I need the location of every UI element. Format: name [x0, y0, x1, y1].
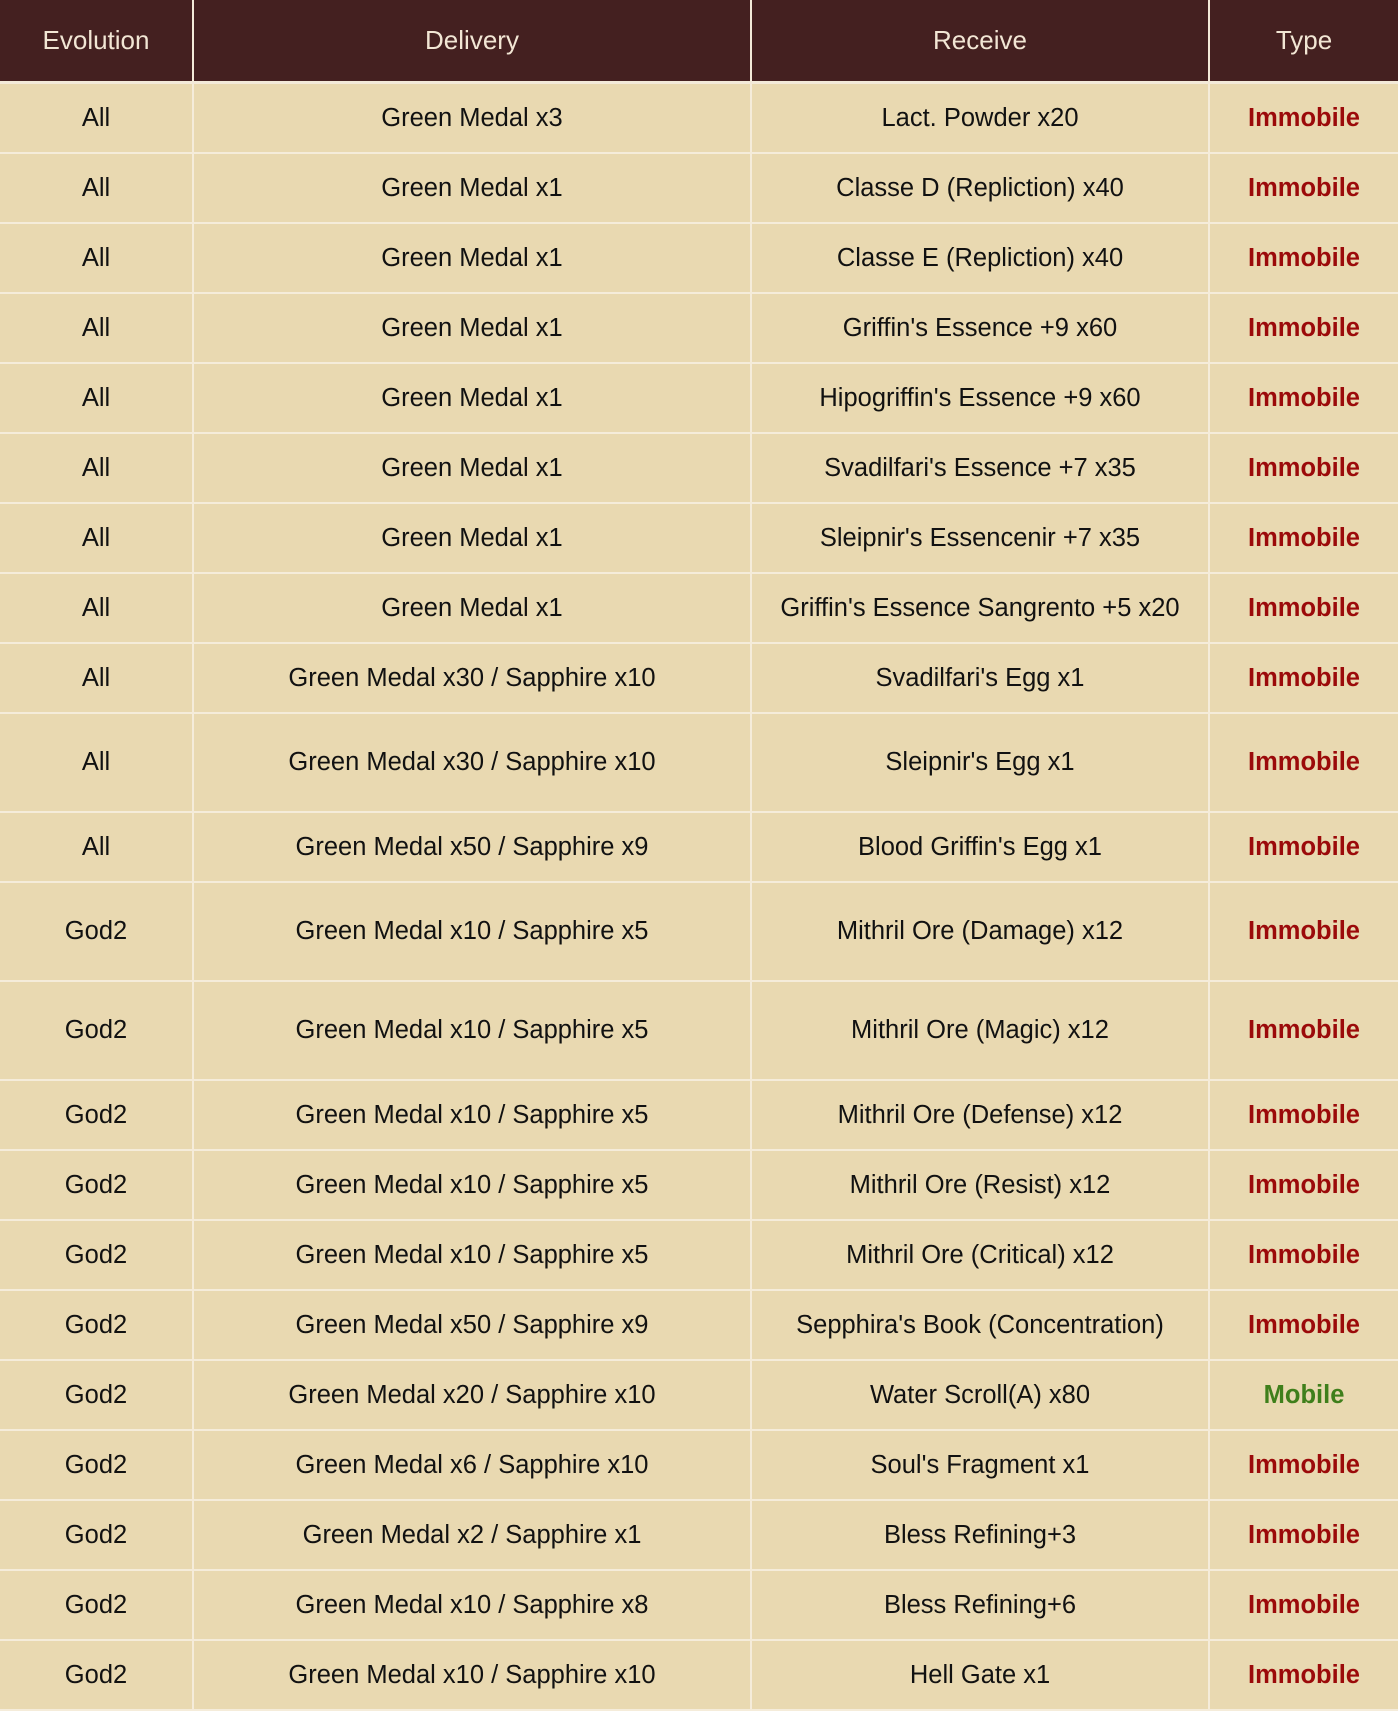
type-badge: Immobile — [1248, 593, 1360, 622]
evolution-cell: All — [0, 363, 193, 433]
receive-cell: Svadilfari's Essence +7 x35 — [751, 433, 1209, 503]
header-evolution: Evolution — [0, 0, 193, 83]
evolution-cell: God2 — [0, 981, 193, 1080]
type-badge: Immobile — [1248, 313, 1360, 342]
table-row — [0, 153, 1398, 223]
receive-cell: Griffin's Essence Sangrento +5 x20 — [751, 573, 1209, 643]
receive-cell: Sleipnir's Essencenir +7 x35 — [751, 503, 1209, 573]
delivery-cell: Green Medal x2 / Sapphire x1 — [193, 1500, 751, 1570]
type-badge: Immobile — [1248, 103, 1360, 132]
table-row — [0, 503, 1398, 573]
table-row — [0, 1290, 1398, 1360]
table-body — [0, 83, 1398, 1711]
type-badge: Immobile — [1248, 1520, 1360, 1549]
receive-cell: Sleipnir's Egg x1 — [751, 713, 1209, 812]
table-row — [0, 363, 1398, 433]
evolution-cell: God2 — [0, 1220, 193, 1290]
evolution-cell: God2 — [0, 1500, 193, 1570]
delivery-cell: Green Medal x30 / Sapphire x10 — [193, 643, 751, 713]
evolution-cell: God2 — [0, 882, 193, 981]
evolution-cell: All — [0, 713, 193, 812]
evolution-cell: God2 — [0, 1290, 193, 1360]
type-cell — [1209, 153, 1398, 223]
type-badge: Immobile — [1248, 1100, 1360, 1129]
receive-cell: Classe D (Repliction) x40 — [751, 153, 1209, 223]
delivery-cell: Green Medal x1 — [193, 503, 751, 573]
type-badge: Immobile — [1248, 1590, 1360, 1619]
receive-cell: Hell Gate x1 — [751, 1640, 1209, 1710]
type-badge: Immobile — [1248, 173, 1360, 202]
receive-cell: Sepphira's Book (Concentration) — [751, 1290, 1209, 1360]
receive-cell: Mithril Ore (Resist) x12 — [751, 1150, 1209, 1220]
type-badge: Immobile — [1248, 1016, 1360, 1044]
type-badge: Immobile — [1248, 523, 1360, 552]
evolution-cell: All — [0, 433, 193, 503]
type-badge: Immobile — [1248, 663, 1360, 692]
table-row — [0, 433, 1398, 503]
delivery-cell: Green Medal x50 / Sapphire x9 — [193, 812, 751, 882]
type-cell — [1209, 882, 1398, 981]
type-cell — [1209, 573, 1398, 643]
type-cell — [1209, 812, 1398, 882]
table-row — [0, 981, 1398, 1080]
table-row — [0, 293, 1398, 363]
table-row — [0, 882, 1398, 981]
header-receive: Receive — [751, 0, 1209, 83]
evolution-cell: All — [0, 153, 193, 223]
type-badge: Immobile — [1248, 1450, 1360, 1479]
receive-cell: Hipogriffin's Essence +9 x60 — [751, 363, 1209, 433]
evolution-cell: All — [0, 643, 193, 713]
delivery-cell: Green Medal x10 / Sapphire x10 — [193, 1640, 751, 1710]
type-cell — [1209, 981, 1398, 1080]
evolution-cell: God2 — [0, 1150, 193, 1220]
delivery-cell: Green Medal x10 / Sapphire x5 — [193, 1080, 751, 1150]
table-row — [0, 643, 1398, 713]
table-row — [0, 1640, 1398, 1710]
evolution-cell: All — [0, 812, 193, 882]
type-badge: Immobile — [1248, 383, 1360, 412]
evolution-cell: God2 — [0, 1430, 193, 1500]
table-row — [0, 83, 1398, 154]
table-row — [0, 1570, 1398, 1640]
table-row — [0, 812, 1398, 882]
type-cell — [1209, 223, 1398, 293]
evolution-cell: All — [0, 83, 193, 154]
receive-cell: Mithril Ore (Magic) x12 — [751, 981, 1209, 1080]
table-row — [0, 1500, 1398, 1570]
type-cell — [1209, 1080, 1398, 1150]
header-type: Type — [1209, 0, 1398, 83]
delivery-cell: Green Medal x10 / Sapphire x5 — [193, 882, 751, 981]
delivery-cell: Green Medal x10 / Sapphire x5 — [193, 1150, 751, 1220]
receive-cell: Water Scroll(A) x80 — [751, 1360, 1209, 1430]
receive-cell: Svadilfari's Egg x1 — [751, 643, 1209, 713]
evolution-cell: God2 — [0, 1570, 193, 1640]
delivery-cell: Green Medal x3 — [193, 83, 751, 154]
type-badge: Immobile — [1248, 748, 1360, 776]
type-cell — [1209, 293, 1398, 363]
evolution-cell: All — [0, 573, 193, 643]
delivery-cell: Green Medal x1 — [193, 363, 751, 433]
type-cell — [1209, 433, 1398, 503]
table-row — [0, 223, 1398, 293]
evolution-cell: God2 — [0, 1640, 193, 1710]
evolution-cell: God2 — [0, 1360, 193, 1430]
type-cell — [1209, 1360, 1398, 1430]
type-cell — [1209, 1290, 1398, 1360]
type-badge: Immobile — [1248, 1660, 1360, 1689]
type-cell — [1209, 363, 1398, 433]
type-cell — [1209, 1500, 1398, 1570]
delivery-cell: Green Medal x10 / Sapphire x5 — [193, 981, 751, 1080]
type-cell — [1209, 1220, 1398, 1290]
delivery-cell: Green Medal x10 / Sapphire x5 — [193, 1220, 751, 1290]
type-badge: Immobile — [1248, 1170, 1360, 1199]
type-badge: Immobile — [1248, 453, 1360, 482]
delivery-cell: Green Medal x1 — [193, 153, 751, 223]
table-row — [0, 1150, 1398, 1220]
receive-cell: Classe E (Repliction) x40 — [751, 223, 1209, 293]
table-row — [0, 1360, 1398, 1430]
header-delivery: Delivery — [193, 0, 751, 83]
evolution-cell: All — [0, 293, 193, 363]
table-header — [0, 0, 1398, 83]
type-cell — [1209, 1570, 1398, 1640]
delivery-cell: Green Medal x1 — [193, 293, 751, 363]
receive-cell: Blood Griffin's Egg x1 — [751, 812, 1209, 882]
type-cell — [1209, 1430, 1398, 1500]
receive-cell: Bless Refining+6 — [751, 1570, 1209, 1640]
delivery-cell: Green Medal x1 — [193, 223, 751, 293]
type-cell — [1209, 83, 1398, 154]
table-row — [0, 1430, 1398, 1500]
evolution-cell: All — [0, 503, 193, 573]
receive-cell: Mithril Ore (Critical) x12 — [751, 1220, 1209, 1290]
delivery-cell: Green Medal x1 — [193, 433, 751, 503]
receive-cell: Griffin's Essence +9 x60 — [751, 293, 1209, 363]
evolution-cell: All — [0, 223, 193, 293]
header-row — [0, 0, 1398, 83]
receive-cell: Mithril Ore (Defense) x12 — [751, 1080, 1209, 1150]
table-row — [0, 1220, 1398, 1290]
type-badge: Immobile — [1248, 243, 1360, 272]
delivery-cell: Green Medal x50 / Sapphire x9 — [193, 1290, 751, 1360]
delivery-cell: Green Medal x1 — [193, 573, 751, 643]
type-cell — [1209, 503, 1398, 573]
receive-cell: Lact. Powder x20 — [751, 83, 1209, 154]
table-row — [0, 1080, 1398, 1150]
type-cell — [1209, 643, 1398, 713]
type-badge: Immobile — [1248, 832, 1360, 861]
type-cell — [1209, 713, 1398, 812]
receive-cell: Soul's Fragment x1 — [751, 1430, 1209, 1500]
receive-cell: Bless Refining+3 — [751, 1500, 1209, 1570]
table-row — [0, 713, 1398, 812]
type-badge: Mobile — [1263, 1380, 1345, 1409]
type-cell — [1209, 1150, 1398, 1220]
delivery-cell: Green Medal x6 / Sapphire x10 — [193, 1430, 751, 1500]
type-badge: Immobile — [1248, 917, 1360, 945]
delivery-cell: Green Medal x30 / Sapphire x10 — [193, 713, 751, 812]
evolution-cell: God2 — [0, 1080, 193, 1150]
type-cell — [1209, 1640, 1398, 1710]
delivery-cell: Green Medal x10 / Sapphire x8 — [193, 1570, 751, 1640]
delivery-cell: Green Medal x20 / Sapphire x10 — [193, 1360, 751, 1430]
table-row — [0, 573, 1398, 643]
type-badge: Immobile — [1248, 1240, 1360, 1269]
type-badge: Immobile — [1248, 1310, 1360, 1339]
receive-cell: Mithril Ore (Damage) x12 — [751, 882, 1209, 981]
